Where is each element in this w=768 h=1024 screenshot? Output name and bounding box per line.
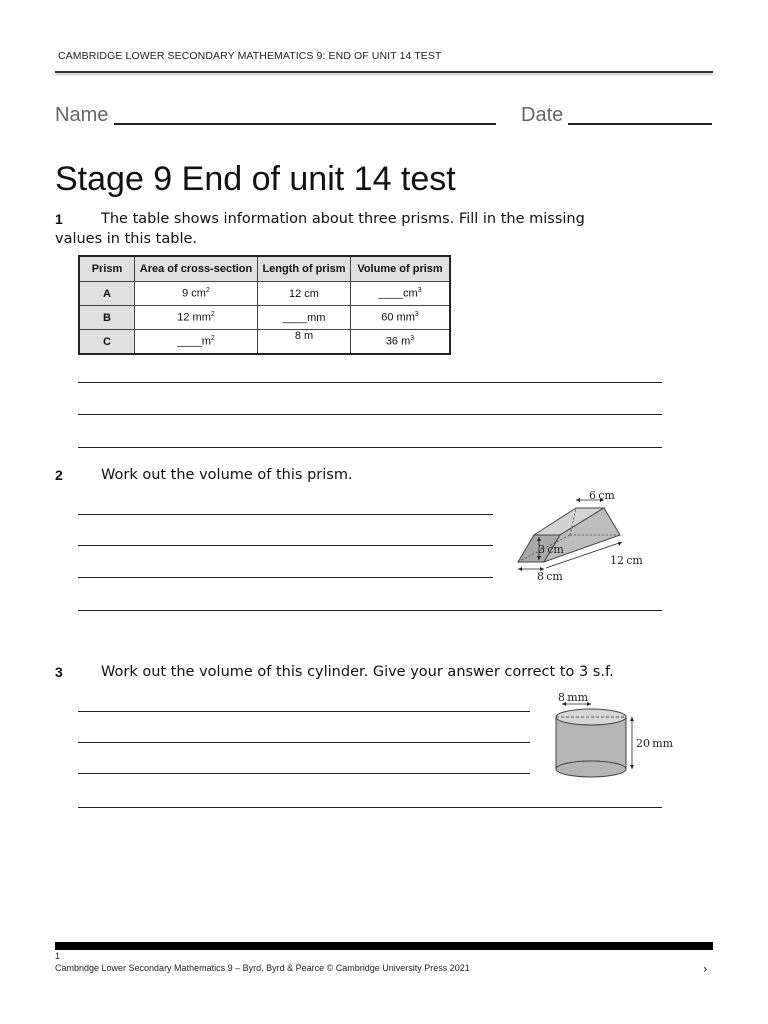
answer-line[interactable] [78,711,530,712]
height-dimension-label: 3 cm [538,543,564,556]
table-row [79,282,450,306]
table-row [79,306,450,330]
length-cell: 8 m [258,330,351,355]
table-row [79,330,450,355]
length-cell[interactable]: ____mm [258,306,351,330]
page-title: Stage 9 End of unit 14 test [55,160,456,198]
base-dimension-label: 8 cm [537,570,563,583]
prism-label: C [79,330,135,355]
header-area: Area of cross-section [135,256,258,282]
area-cell: 12 $mm^2$ [135,306,258,330]
question-1-text-line-2: values in this table. [55,231,197,247]
answer-line[interactable] [78,414,662,415]
answer-line[interactable] [78,382,662,383]
height-label: 20 mm [636,737,674,750]
answer-line[interactable] [78,577,493,578]
answer-line[interactable] [78,447,662,448]
header-volume: Volume of prism [351,256,451,282]
name-field-line[interactable] [114,123,496,125]
answer-line[interactable] [78,807,662,808]
volume-cell: 36 $m^3$ [351,330,451,355]
page-number: 1 [55,951,61,961]
area-cell[interactable]: $\_\_\_\_m^2$ [135,330,258,355]
footer-copyright: Cambridge Lower Secondary Mathematics 9 – Byrd, Byrd & Pearce © Cambridge University Press 2021 [55,963,470,973]
question-1-text-line-1: The table shows information about three prisms. Fill in the missing [101,211,585,227]
date-field-line[interactable] [568,123,712,125]
question-2-text: Work out the volume of this prism. [101,467,353,483]
volume-cell[interactable]: $\_\_\_\_cm^3$ [351,282,451,306]
top-dimension-label: 6 cm [589,489,615,502]
prism-label: B [79,306,135,330]
length-cell: 12 cm [258,282,351,306]
answer-line[interactable] [78,773,530,774]
header-prism: Prism [79,256,135,282]
answer-line[interactable] [78,610,662,611]
prism-label: A [79,282,135,306]
prisms-table [78,255,451,355]
name-label: Name [55,104,109,126]
answer-line[interactable] [78,742,530,743]
header-length: Length of prism [258,256,351,282]
length-dimension-label: 12 cm [610,554,643,567]
volume-cell: 60 $mm^3$ [351,306,451,330]
footer-bar [55,942,713,950]
question-2-number: 2 [55,467,63,483]
question-3-text: Work out the volume of this cylinder. Give your answer correct to 3 s.f. [101,664,614,680]
cylinder-diagram [548,692,676,782]
answer-line[interactable] [78,545,493,546]
header-rule [55,71,713,73]
running-header: CAMBRIDGE LOWER SECONDARY MATHEMATICS 9: END OF UNIT 14 TEST [58,50,442,62]
diameter-label: 8 mm [558,692,589,704]
question-3-number: 3 [55,664,63,680]
answer-line[interactable] [78,514,493,515]
date-label: Date [521,104,564,126]
chevron-right-icon: › [703,962,708,976]
area-cell: 9 $cm^2$ [135,282,258,306]
prism-diagram [512,486,652,586]
question-1-number: 1 [55,211,63,227]
table-header-row [79,256,450,282]
